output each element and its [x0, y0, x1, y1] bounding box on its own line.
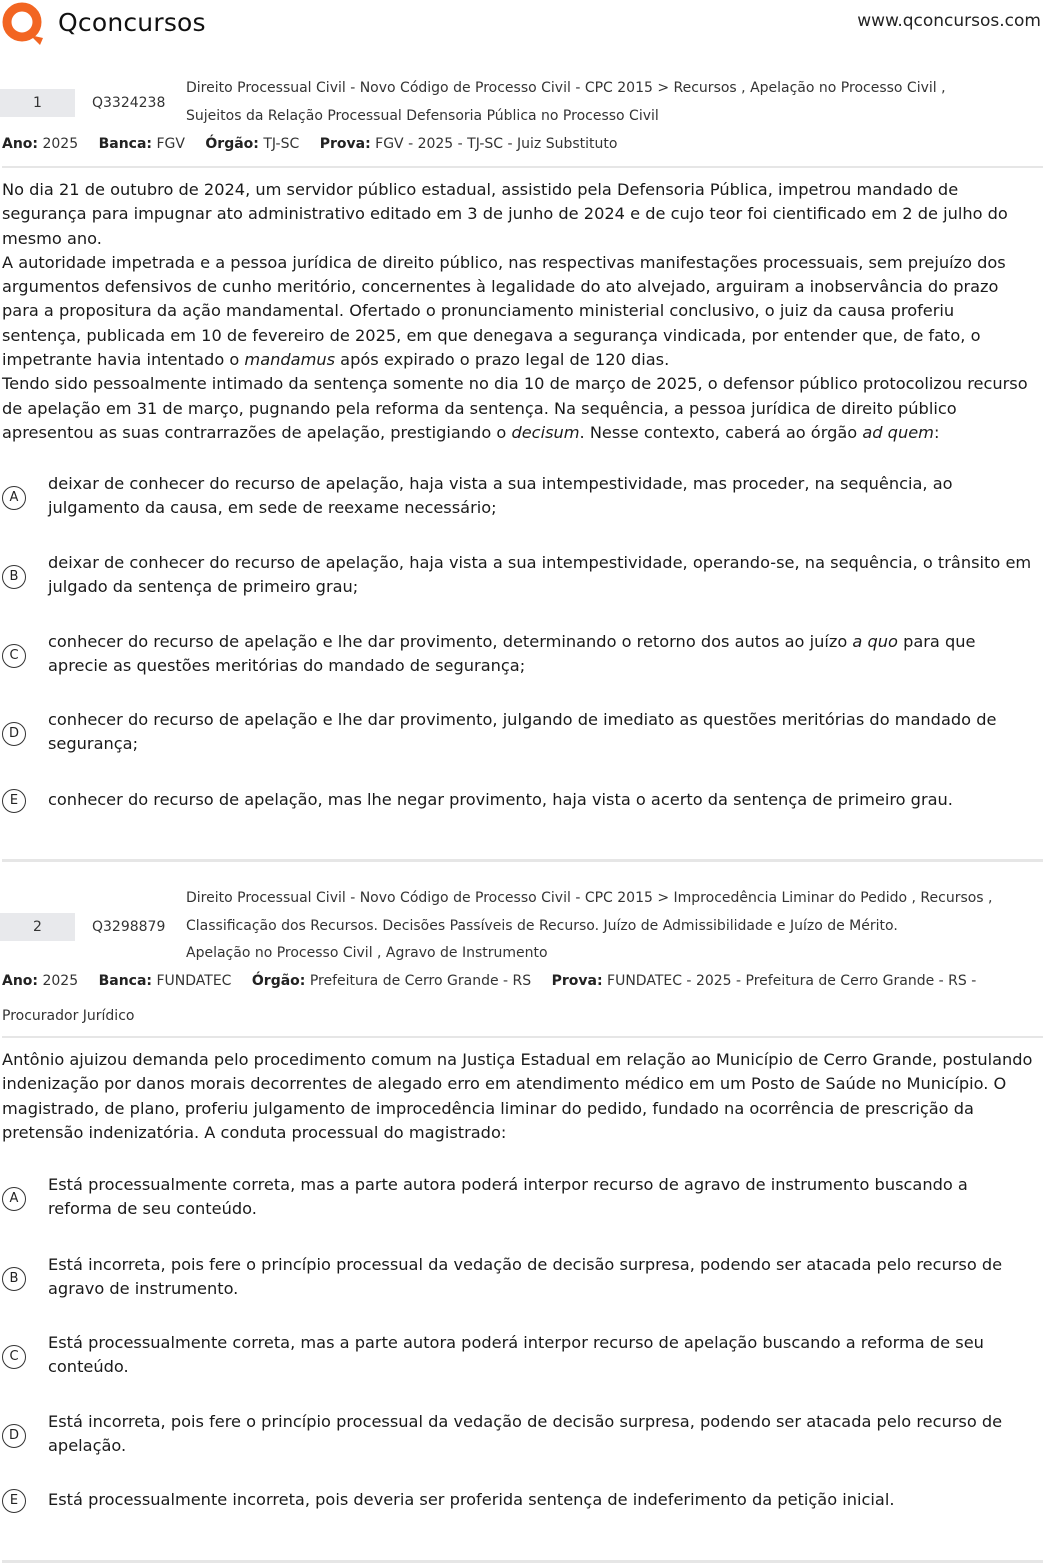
- question-separator: [2, 1560, 1043, 1563]
- question-subject: [186, 885, 1043, 968]
- option-text[interactable]: Está processualmente correta, mas a parte autora poderá interpor recurso de apelação buscando a reforma de seu conteúdo.: [48, 1333, 984, 1376]
- stem-paragraph: No dia 21 de outubro de 2024, um servidor público estadual, assistido pela Defensoria Pública, impetrou mandado de segurança para impugnar ato administrativo editado em 3 de junho de 2024 e de cujo teor foi cientificado em 2 de julho do mesmo ano.: [2, 180, 1008, 248]
- brand-name[interactable]: Qconcursos: [58, 8, 206, 37]
- question-separator: [2, 859, 1043, 862]
- option-bubble[interactable]: E: [2, 1489, 26, 1513]
- divider: [2, 1036, 1043, 1038]
- meta-label: Órgão:: [205, 136, 259, 152]
- subject-line: Apelação no Processo Civil , Agravo de Instrumento: [186, 945, 548, 961]
- meta-label: Banca:: [98, 973, 153, 989]
- option-text[interactable]: Está incorreta, pois fere o princípio processual da vedação de decisão surpresa, podendo ser atacada pelo recurso de apelação.: [48, 1412, 1003, 1455]
- option-bubble[interactable]: B: [2, 565, 26, 589]
- option-bubble[interactable]: D: [2, 722, 26, 746]
- option-text[interactable]: conhecer do recurso de apelação e lhe dar provimento, julgando de imediato as questões meritórias do mandado de segurança;: [48, 710, 997, 753]
- subject-line: Sujeitos da Relação Processual Defensoria Pública no Processo Civil: [186, 107, 659, 124]
- option-text[interactable]: conhecer do recurso de apelação e lhe dar provimento, determinando o retorno dos autos ao juízo a quo para que aprecie as questões meritórias do mandado de segurança;: [48, 632, 976, 675]
- option-bubble[interactable]: C: [2, 1345, 26, 1369]
- option-text[interactable]: Está processualmente correta, mas a parte autora poderá interpor recurso de agravo de instrumento buscando a reforma de seu conteúdo.: [48, 1175, 968, 1218]
- option-text[interactable]: conhecer do recurso de apelação, mas lhe negar provimento, haja vista o acerto da sentença de primeiro grau.: [48, 790, 953, 809]
- page-header: [0, 0, 1043, 50]
- option-text[interactable]: deixar de conhecer do recurso de apelação, haja vista a sua intempestividade, operando-se, na sequência, o trânsito em julgado da sentença de primeiro grau;: [48, 553, 1032, 596]
- meta-ano: 2025: [42, 973, 79, 989]
- question-meta: [2, 127, 1023, 162]
- meta-label: Ano:: [2, 973, 39, 989]
- question-stem: [2, 1048, 1037, 1145]
- subject-line: Direito Processual Civil - Novo Código de Processo Civil - CPC 2015 > Recursos , Apelação no Processo Civil ,: [186, 80, 946, 96]
- question-meta: [2, 964, 1023, 1034]
- question-number: 1: [0, 89, 75, 117]
- meta-prova[interactable]: FGV - 2025 - TJ-SC - Juiz Substituto: [375, 136, 618, 152]
- option-bubble[interactable]: D: [2, 1424, 26, 1448]
- meta-ano: 2025: [42, 136, 79, 152]
- stem-paragraph: Tendo sido pessoalmente intimado da sentença somente no dia 10 de março de 2025, o defensor público protocolizou recurso de apelação em 31 de março, pugnando pela reforma da sentença. Na sequência, a pessoa jurídica de direito público apresentou as suas contrarrazões de apelação, prestigiando o decisum. Nesse contexto, caberá ao órgão ad quem:: [2, 374, 1028, 442]
- option-text[interactable]: Está incorreta, pois fere o princípio processual da vedação de decisão surpresa, podendo ser atacada pelo recurso de agravo de instrumento.: [48, 1255, 1003, 1298]
- option-bubble[interactable]: C: [2, 644, 26, 668]
- option-text[interactable]: Está processualmente incorreta, pois deveria ser proferida sentença de indeferimento da petição inicial.: [48, 1490, 895, 1509]
- question-id[interactable]: Q3298879: [92, 919, 166, 935]
- question-number: 2: [0, 913, 75, 941]
- meta-prova-cont[interactable]: Procurador Jurídico: [2, 1008, 135, 1024]
- question-subject: [186, 75, 1043, 130]
- meta-label: Órgão:: [251, 973, 306, 989]
- meta-prova[interactable]: FUNDATEC - 2025 - Prefeitura de Cerro Grande - RS -: [607, 973, 977, 989]
- meta-label: Prova:: [319, 136, 371, 152]
- meta-orgao[interactable]: Prefeitura de Cerro Grande - RS: [309, 973, 532, 989]
- qconcursos-logo-icon[interactable]: [0, 2, 46, 46]
- meta-banca[interactable]: FUNDATEC: [156, 973, 232, 989]
- stem-paragraph: Antônio ajuizou demanda pelo procedimento comum na Justiça Estadual em relação ao Município de Cerro Grande, postulando indenização por danos morais decorrentes de alegado erro em atendimento médico em um Posto de Saúde no Município. O magistrado, de plano, proferiu julgamento de improcedência liminar do pedido, fundado na ocorrência de prescrição da pretensão indenizatória. A conduta processual do magistrado:: [2, 1050, 1033, 1142]
- stem-paragraph: A autoridade impetrada e a pessoa jurídica de direito público, nas respectivas manifestações processuais, sem prejuízo dos argumentos defensivos de cunho meritório, concernentes à legalidade do ato alvejado, arguiram a inobservância do prazo para a propositura da ação mandamental. Ofertado o pronunciamento ministerial conclusivo, o juiz da causa proferiu sentença, publicada em 10 de fevereiro de 2025, em que denegava a segurança vindicada, por entender que, de fato, o impetrante havia intentado o mandamus após expirado o prazo legal de 120 dias.: [2, 252, 1006, 370]
- option-bubble[interactable]: B: [2, 1267, 26, 1291]
- option-bubble[interactable]: A: [2, 1187, 26, 1211]
- question-id[interactable]: Q3324238: [92, 95, 166, 111]
- option-bubble[interactable]: E: [2, 789, 26, 813]
- meta-label: Banca:: [98, 136, 153, 152]
- meta-label: Prova:: [551, 973, 603, 989]
- meta-label: Ano:: [2, 136, 39, 152]
- meta-orgao[interactable]: TJ-SC: [263, 136, 300, 152]
- meta-banca[interactable]: FGV: [156, 136, 185, 152]
- question-stem: [2, 178, 1037, 445]
- option-bubble[interactable]: A: [2, 486, 26, 510]
- divider: [2, 166, 1043, 168]
- subject-line: Classificação dos Recursos. Decisões Passíveis de Recurso. Juízo de Admissibilidade e Juízo de Mérito.: [186, 917, 898, 934]
- option-text[interactable]: deixar de conhecer do recurso de apelação, haja vista a sua intempestividade, mas proceder, na sequência, ao julgamento da causa, em sede de reexame necessário;: [48, 474, 953, 517]
- subject-line: Direito Processual Civil - Novo Código de Processo Civil - CPC 2015 > Improcedência Liminar do Pedido , Recursos ,: [186, 890, 993, 906]
- site-url[interactable]: www.qconcursos.com: [857, 11, 1041, 31]
